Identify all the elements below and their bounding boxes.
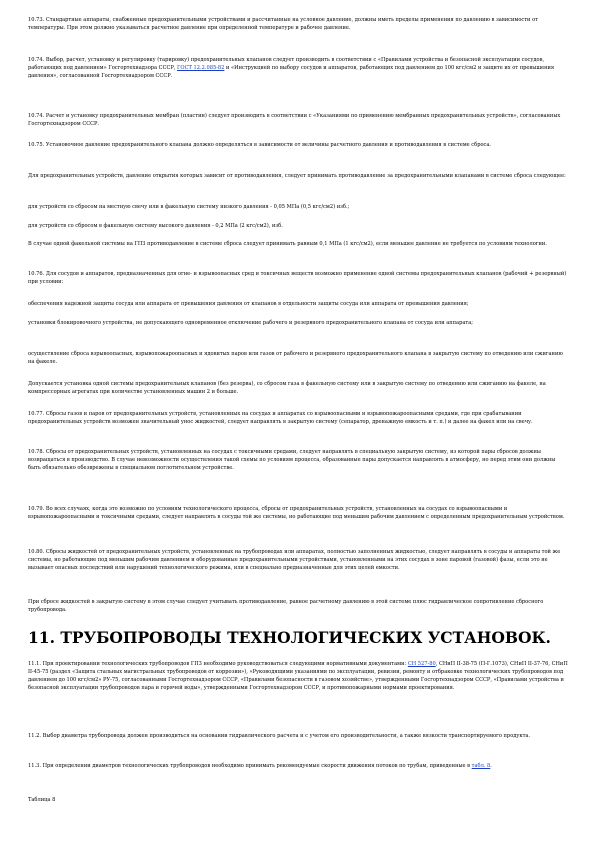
paragraph-text: , СНиП II-38-75 (П-Г.1073), СНиП II-37-76, СНиП II-45-75 (раздел «Защита стальных магистральных трубопроводов от коррозии»), «Руководящими указаниями по эксплуатации, ревизии, ремонту и отбраковке технологических трубопроводов под давлением до 100 кгс/см2» РУ-75, согласованными Госгортехнадзором СССР, «Правилами безопасности в газовом хозяйстве», утвержденными Госгортехнадзором СССР, «Правилами устройства и безопасной эксплуатации трубопроводов пара и горячей воды», утвержденными Госгортехнадзором СССР, и противопожарными нормами проектирования. — [28, 661, 568, 691]
paragraph-10-74-membranes: 10.74. Расчет и установку предохранительных мембран (пластин) следует производить в соответствии с «Указаниями по применению мембранных предохранительных устройств», согласованных Госгортехнадзором СССР. — [28, 113, 561, 127]
table-caption: Таблица 8 — [28, 797, 56, 803]
paragraph-counterpressure: Для предохранительных устройств, давление открытия которых зависит от противодавления, следует принимать противодавление за предохранительными клапанами в системе сброса следующее: — [28, 173, 566, 179]
paragraph-10-76: 10.76. Для сосудов и аппаратов, предназначенных для огне- и взрывоопасных сред и токсичных веществ возможно применение одной системы предохранительных клапанов (рабочий + резервный) при условии: — [28, 271, 567, 285]
paragraph-text: 11.3. При определении диаметров технологических трубопроводов необходимо принимать рекомендуемые скорости движения потоков по трубам, приведенные в — [28, 763, 471, 769]
paragraph-text: 10.74. Выбор, расчет, установку и регулировку (тарировку) предохранительных клапанов следует производить в соответствии с «Правилами устройства и безопасной эксплуатации сосудов, работающих под давлением» Госгортехнадзора СССР, — [28, 57, 545, 71]
paragraph-10-78: 10.78. Сбросы от предохранительных устройств, установленных на сосудах с токсичными средами, следует направлять в специальную закрытую систему, из которой пары сбросов должны возвращаться в производство. В случае невозможности осуществления такой схемы по условиям процесса, образованные пары допускается направлять в атмосферу, но перед этим они должны быть обязательно обезврежены в специальном поглотительном устройстве. — [28, 449, 556, 471]
paragraph-10-80: 10.80. Сбросы жидкостей от предохранительных устройств, установленных на трубопроводах или аппаратах, полностью заполненных жидкостью, следует направлять в сосуды и аппараты той же системы, но работающие под меньшим рабочим давлением и оборудованные предохранительными устройствами, установленными на этих сосудах в зоне паровой (газовой) фазы, если это не вызывает опасных последствий или нарушений технологического режима, или в специально предназначенные для этих целей емкости. — [28, 549, 561, 571]
paragraph-text: . — [490, 763, 492, 769]
paragraph-10-73: 10.73. Стандартные аппараты, снабженные предохранительными устройствами и рассчитанные на условное давление, должны иметь пределы применения по давлению в зависимости от температуры. При этом должно указываться расчетное давление при определенной температуре и рабочее давление. — [28, 17, 538, 31]
paragraph-10-79: 10.79. Во всех случаях, когда это возможно по условиям технологического процесса, сбросы от предохранительных устройств, установленных на сосудах со взрывоопасными и взрывопожароопасными и токсичными средами, следует направлять в сосуды той же системы, но работающие под меньшим рабочим давлением с определенным предохранительным устройством. — [28, 506, 565, 520]
paragraph-condition-interlock: установки блокировочного устройства, не допускающего одновременное отключение рабочего и резервного предохранительного клапана от сосуда или аппарата; — [28, 320, 473, 326]
paragraph-closed-system: При сбросе жидкостей в закрытую систему в этом случае следует учитывать противодавление, равное расчетному давлению в этой системе плюс гидравлическое сопротивление сбросного трубопровода. — [28, 599, 544, 613]
section-heading: 11. ТРУБОПРОВОДЫ ТЕХНОЛОГИЧЕСКИХ УСТАНОВОК. — [28, 628, 551, 647]
paragraph-single-flare: В случае одной факельной системы на ГПЗ противодавление в системе сброса следует принимать равным 0,1 МПа (1 кгс/см2), если меньшее давление не требуется по условиям технологии. — [28, 241, 547, 247]
gost-link[interactable]: ГОСТ 12.2.085-82 — [177, 65, 225, 71]
paragraph-low-pressure: для устройств со сбросом на местную свечу или в факельную систему низкого давления - 0,05 МПа (0,5 кгс/см2) изб.; — [28, 204, 350, 210]
sn-527-80-link[interactable]: СН 527-80 — [407, 661, 436, 667]
paragraph-condition-protection: обеспечения надежной защиты сосуда или аппарата от превышения давления от клапанов в отдельности защиты сосуда или аппарата от превышения давления; — [28, 301, 469, 307]
paragraph-10-77: 10.77. Сбросы газов и паров от предохранительных устройств, установленных на сосудах и аппаратах со взрывоопасными и взрывопожароопасными средами, где при срабатывании предохранительных устройств возможен значительный унос жидкостей, следует направлять в закрытую систему (сепаратор, дренажную емкость и т. п.) и далее на факел или на свечу. — [28, 411, 533, 425]
paragraph-text: и «Инструкцией по выбору сосудов и аппаратов, работающих под давлением до 100 кгс/см2 и защите их от превышения давления», согласованной Госгортехнадзором СССР. — [28, 65, 555, 79]
paragraph-11-3 — [28, 762, 568, 770]
paragraph-condition-discharge: осуществление сброса взрывоопасных, взрывопожароопасных и ядовитых паров или газов от рабочего и резервного предохранительного клапана в закрытую систему по отведению или сжиганию на факеле. — [28, 351, 563, 365]
paragraph-11-2: 11.2. Выбор диаметра трубопровода должен производиться на основании гидравлического расчета и с учетом его производительности, а также вязкости транспортируемого продукта. — [28, 733, 531, 739]
paragraph-11-1 — [28, 660, 568, 692]
table-8-link[interactable]: табл. 8 — [471, 763, 491, 769]
paragraph-10-74-valves — [28, 56, 568, 80]
paragraph-single-system: Допускается установка одной системы предохранительных клапанов (без резерва), со сбросом газа в факельную систему или в закрытую систему по отведению или сжиганию на факеле, на компрессорных агрегатах при количестве установленных машин 2 и больше. — [28, 381, 546, 395]
paragraph-text: 11.1. При проектировании технологических трубопроводов ГПЗ необходимо руководствоваться следующими нормативными документами: — [28, 661, 407, 667]
paragraph-10-75: 10.75. Установочное давление предохранительного клапана должно определяться в зависимости от величины расчетного давления и противодавления в системе сброса. — [28, 142, 492, 148]
paragraph-high-pressure: для устройств со сбросом в факельную систему высокого давления - 0,2 МПа (2 кгс/см2), изб. — [28, 223, 283, 229]
